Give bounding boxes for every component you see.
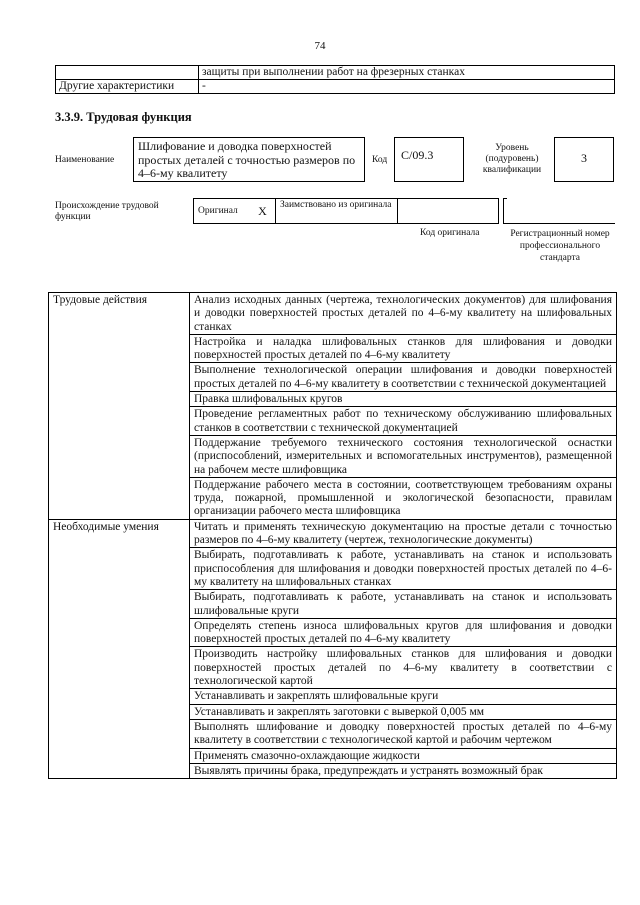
code-label: Код — [372, 155, 388, 165]
table-row — [56, 80, 615, 94]
continuation-empty-cell — [56, 66, 199, 80]
continuation-table — [55, 65, 615, 94]
table-row — [49, 519, 617, 548]
skill-item: Выполнять шлифование и доводку поверхностей простых деталей по 4–6-му квалитету в соответствии с технологической картой и рабочим чертежом — [190, 719, 617, 748]
original-label: Оригинал — [193, 198, 250, 224]
name-value: Шлифование и доводка поверхностей простых деталей с точностью размеров по 4–6-му квалитету — [133, 137, 365, 182]
labor-action-item: Настройка и наладка шлифовальных станков для шлифования и доводки поверхностей простых деталей по 4–6-му квалитету — [190, 334, 617, 363]
level-value: 3 — [554, 137, 614, 182]
labor-action-item: Анализ исходных данных (чертежа, технологических документов) для шлифования и доводки поверхностей простых деталей по 4–6-му квалитету на шлифовальных станках — [190, 293, 617, 335]
code-original-label: Код оригинала — [420, 228, 480, 238]
reg-number-label: Регистрационный номер профессионального стандарта — [510, 229, 610, 263]
code-original-cell — [397, 198, 499, 224]
code-value: С/09.3 — [394, 137, 464, 182]
labor-action-item: Поддержание рабочего места в состоянии, соответствующем требованиям охраны труда, пожарной, промышленной и экологической безопасности, правилам организации рабочего места шлифовщика — [190, 477, 617, 519]
skill-item: Определять степень износа шлифовальных кругов для шлифования и доводки поверхностей простых деталей по 4–6-му квалитету — [190, 618, 617, 647]
skill-item: Выбирать, подготавливать к работе, устанавливать на станок и использовать шлифовальные круги — [190, 590, 617, 619]
skills-label: Необходимые умения — [49, 519, 190, 778]
page-number: 74 — [314, 40, 326, 52]
labor-function-table — [48, 292, 617, 779]
origin-label: Происхождение трудовой функции — [55, 201, 159, 222]
reg-number-cell — [503, 198, 615, 224]
section-title: 3.3.9. Трудовая функция — [55, 110, 192, 124]
labor-action-item: Поддержание требуемого технического состояния технологической оснастки (приспособлений, измерительных и вспомогательных инструментов), размещенной на рабочем месте шлифовщика — [190, 435, 617, 477]
skill-item: Выбирать, подготавливать к работе, устанавливать на станок и использовать приспособления для шлифования и доводки поверхностей простых деталей по 4–6-му квалитету на шлифовальных станках — [190, 548, 617, 590]
labor-action-item: Выполнение технологической операции шлифования и доводки поверхностей простых деталей по 4–6-му квалитету в соответствии с технической документацией — [190, 363, 617, 392]
skill-item: Выявлять причины брака, предупреждать и устранять возможный брак — [190, 763, 617, 778]
original-mark: X — [250, 198, 275, 224]
name-label: Наименование — [55, 155, 115, 165]
table-row — [49, 293, 617, 335]
labor-action-item: Правка шлифовальных кругов — [190, 392, 617, 407]
continuation-text: защиты при выполнении работ на фрезерных станках — [199, 66, 615, 80]
table-row — [56, 66, 615, 80]
skill-item: Читать и применять техническую документацию на простые детали с точностью размеров по 4–6-му квалитету (чертеж, технологические документы) — [190, 519, 617, 548]
level-label: Уровень (подуровень) квалификации — [482, 143, 542, 175]
borrowed-label: Заимствовано из оригинала — [275, 198, 397, 224]
other-characteristics-value: - — [199, 80, 615, 94]
skill-item: Производить настройку шлифовальных станков для шлифования и доводки поверхностей простых деталей по 4–6-му квалитету в соответствии с технологической картой — [190, 647, 617, 689]
labor-actions-label: Трудовые действия — [49, 293, 190, 520]
skill-item: Устанавливать и закреплять заготовки с выверкой 0,005 мм — [190, 704, 617, 719]
labor-action-item: Проведение регламентных работ по техническому обслуживанию шлифовальных станков в соответствии с технической документацией — [190, 407, 617, 436]
skill-item: Устанавливать и закреплять шлифовальные круги — [190, 689, 617, 704]
other-characteristics-label: Другие характеристики — [56, 80, 199, 94]
skill-item: Применять смазочно-охлаждающие жидкости — [190, 748, 617, 763]
